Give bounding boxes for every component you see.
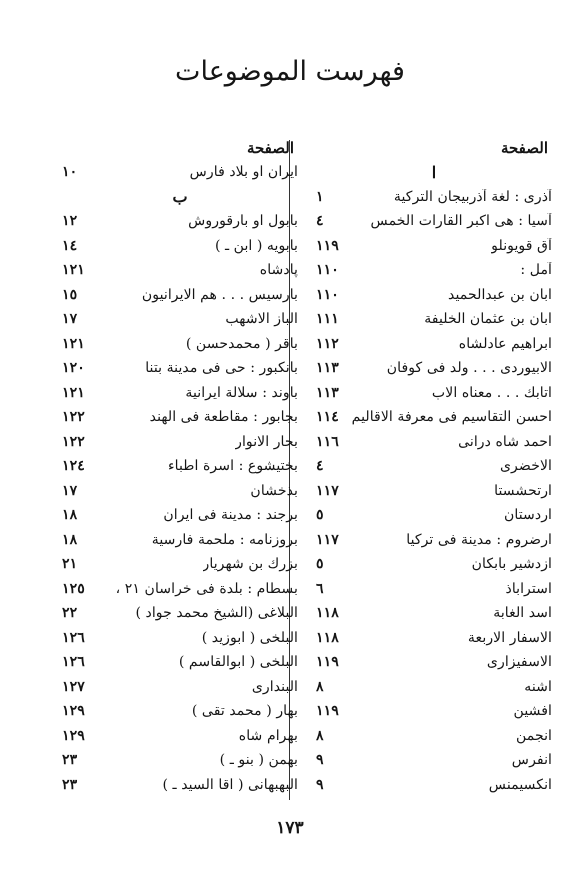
index-entry [316,332,552,357]
entry-page: ١١٦ [316,433,339,450]
entry-term: البلخی ( ابوزید ) [201,629,298,646]
section-letter: ا [431,162,437,182]
entry-term: احمد شاه درانی [458,433,552,450]
entry-term: برجند : مدینة فی ایران [163,507,298,524]
entry-term: اردستان [503,507,552,524]
index-entry [62,773,298,798]
index-entry [62,601,298,626]
entry-term: اسد الغابة [493,605,552,622]
index-entry [62,454,298,479]
index-entry [316,601,552,626]
entry-term: احسن التقاسیم فی معرفة الاقالیم [351,409,552,426]
entry-page: ٤ [316,458,324,475]
index-entry [62,503,298,528]
entry-page: ١٢١ [62,335,85,352]
entry-term: ازدشیر بابکان [471,556,552,573]
index-entry [316,185,552,210]
entry-term: آسیا : هی اکبر القارات الخمس [370,213,552,230]
entry-page: ٩ [316,752,324,769]
entry-term: بانکبور : حی فی مدینة بتنا [145,360,298,377]
entry-page: ١٢٢ [62,433,85,450]
entry-term: بهار ( محمد تقی ) [191,703,298,720]
index-entry [316,748,552,773]
entry-page: ١٢٢ [62,409,85,426]
entry-term: بختیشوع : اسرة اطباء [167,458,298,475]
entry-term: ایران او بلاد فارس [189,164,298,181]
entry-page: ١ [316,188,324,205]
entry-term: بروزنامه : ملحمة فارسیة [151,531,298,548]
section-letter: ب [172,187,188,207]
index-entry [316,283,552,308]
entry-term: الابیوردی . . . ولد فی کوفان [386,360,552,377]
index-entry [316,552,552,577]
entry-term: بسطام : بلدة فی خراسان ٢١ ، [115,580,298,597]
entry-page: ١١٢ [316,335,339,352]
entry-term: البلخی ( ابوالقاسم ) [178,654,298,671]
index-entry [62,552,298,577]
entry-page: ١٢٩ [62,703,85,720]
entry-term: بزرك بن شهریار [202,556,298,573]
entry-page: ٤ [316,213,324,230]
entry-term: بهمن ( بنو ـ ) [219,752,298,769]
index-entry [62,577,298,602]
index-entry [62,307,298,332]
entry-page: ١١٠ [316,286,339,303]
entry-term: البهبهانی ( اقا السید ـ ) [162,776,298,793]
entry-term: بارسیس . . . هم الایرانیون [141,286,298,303]
entry-page: ١٢٧ [62,678,85,695]
entry-page: ٨ [316,727,324,744]
index-entry [62,209,298,234]
entry-page: ١١٠ [316,262,339,279]
index-entry [316,430,552,455]
index-entry [316,258,552,283]
entry-page: ١٢٦ [62,654,85,671]
entry-term: آق قویونلو [491,237,552,254]
entry-term: انجمن [515,727,552,744]
index-rows [316,160,552,797]
index-entry [316,405,552,430]
entry-page: ١٧ [62,311,78,328]
entry-page: ١١٨ [316,629,339,646]
page-title: فهرست الموضوعات [175,56,405,87]
entry-term: بحار الانوار [235,433,298,450]
page-column-header: الصفحة [500,139,548,157]
entry-term: الباز الاشهب [225,311,298,328]
entry-page: ٨ [316,678,324,695]
entry-page: ١١٩ [316,703,339,720]
index-entry [62,332,298,357]
entry-page: ٢٣ [62,752,78,769]
entry-term: بابویه ( ابن ـ ) [214,237,298,254]
entry-page: ١٨ [62,531,78,548]
index-entry [62,356,298,381]
entry-term: الاسفار الاربعة [467,629,552,646]
index-entry [316,234,552,259]
entry-page: ١١٧ [316,482,339,499]
entry-term: الاسفیزاری [486,654,552,671]
entry-page: ١١٧ [316,531,339,548]
index-entry [316,209,552,234]
index-entry [316,503,552,528]
entry-term: اشنه [524,678,552,695]
entry-term: البنداری [251,678,298,695]
index-entry [316,454,552,479]
index-entry [316,577,552,602]
entry-page: ١١٩ [316,237,339,254]
index-entry [316,675,552,700]
entry-page: ٢١ [62,556,78,573]
index-entry [316,699,552,724]
index-entry [62,675,298,700]
entry-page: ١٢٤ [62,458,85,475]
entry-page: ١١٩ [316,654,339,671]
entry-term: ارضروم : مدینة فی ترکیا [406,531,552,548]
index-entry [316,479,552,504]
entry-term: ارتحشستا [494,482,552,499]
entry-page: ١١٨ [316,605,339,622]
entry-page: ١١٤ [316,409,339,426]
entry-page: ١٢٩ [62,727,85,744]
entry-term: انفرس [511,752,552,769]
entry-term: اتابك . . . معناه الاب [431,384,552,401]
entry-page: ١٢ [62,213,78,230]
entry-term: الاخضری [499,458,552,475]
index-entry [316,307,552,332]
index-entry [62,234,298,259]
index-entry [62,699,298,724]
index-entry [62,724,298,749]
index-entry [62,479,298,504]
entry-term: باقر ( محمدحسن ) [185,335,298,352]
index-column-right [316,136,552,797]
entry-term: ابان بن عبدالحمید [448,286,552,303]
page-column-header: الصفحة [246,139,294,157]
entry-term: ابراهیم عادلشاه [458,335,552,352]
entry-term: آمل : [520,262,552,279]
index-rows [62,160,298,797]
page-number: ١٧٣ [276,818,304,838]
entry-page: ٥ [316,556,324,573]
entry-term: انکسیمنس [488,776,552,793]
entry-page: ١١٣ [316,384,339,401]
index-entry [62,283,298,308]
entry-page: ٢٢ [62,605,78,622]
index-entry [316,356,552,381]
index-column-left [62,136,298,797]
entry-page: ١٥ [62,286,78,303]
entry-page: ١٢٥ [62,580,85,597]
entry-term: بذخشان [250,482,298,499]
entry-page: ١٢١ [62,262,85,279]
entry-page: ٩ [316,776,324,793]
index-entry [62,650,298,675]
entry-page: ١٢١ [62,384,85,401]
entry-term: پادشاه [259,262,298,279]
entry-term: باوند : سلالة ایرانیة [185,384,298,401]
index-entry [316,381,552,406]
index-entry [62,160,298,185]
index-entry [316,773,552,798]
entry-page: ١١٣ [316,360,339,377]
index-entry [62,626,298,651]
entry-page: ١٤ [62,237,78,254]
entry-term: ابان بن عثمان الخلیفة [424,311,552,328]
index-entry [316,724,552,749]
index-entry [62,405,298,430]
entry-page: ٥ [316,507,324,524]
entry-page: ١٢٦ [62,629,85,646]
entry-term: افشین [513,703,552,720]
entry-term: بجابور : مقاطعة فی الهند [149,409,298,426]
entry-page: ١٢٠ [62,360,85,377]
index-entry [62,528,298,553]
entry-page: ١٠ [62,164,78,181]
entry-term: آذری : لغة آذربیجان الترکیة [393,188,552,205]
entry-page: ١٨ [62,507,78,524]
index-entry [62,748,298,773]
index-entry [316,650,552,675]
index-entry [62,430,298,455]
entry-term: بهرام شاه [238,727,298,744]
entry-term: البلاغی (الشیخ محمد جواد ) [135,605,298,622]
entry-page: ٦ [316,580,324,597]
entry-page: ١١١ [316,311,339,328]
entry-term: بابول او بارقوروش [188,213,298,230]
index-entry [62,258,298,283]
entry-page: ١٧ [62,482,78,499]
index-entry [316,626,552,651]
entry-page: ٢٣ [62,776,78,793]
index-entry [62,381,298,406]
entry-term: استراباذ [505,580,552,597]
index-entry [316,528,552,553]
